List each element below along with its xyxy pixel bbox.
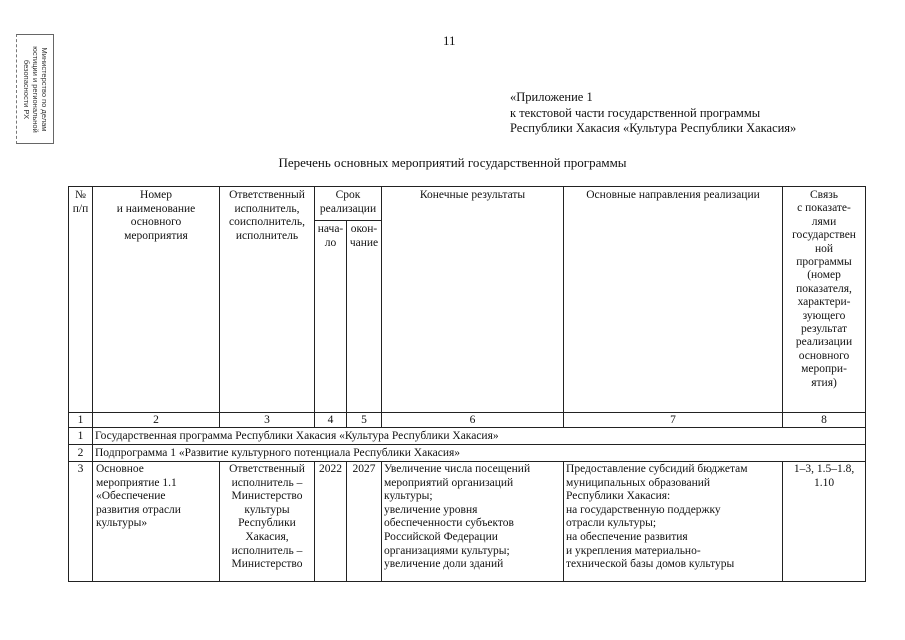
subprogram-title: Подпрограмма 1 «Развитие культурного потенциала Республики Хакасия»: [93, 445, 866, 462]
row-number: 3: [69, 462, 93, 582]
header-line: Ответственный: [229, 189, 305, 201]
header-line: Номер: [140, 189, 172, 201]
cell-line: Основное: [96, 463, 144, 475]
header-line: окон-: [350, 223, 378, 235]
cell-line: на государственную поддержку: [566, 503, 721, 516]
directions-cell: [564, 462, 783, 582]
cell-line: Хакасия,: [245, 530, 289, 543]
header-line: реализации: [319, 202, 377, 215]
row-number: 2: [69, 445, 93, 462]
header-line: лями: [811, 215, 837, 228]
end-year: 2027: [347, 462, 382, 582]
header-line: с показате-: [797, 202, 851, 215]
cell-line: на обеспечение развития: [566, 530, 688, 543]
indicator-link-cell: [783, 462, 866, 582]
header-line: нача-: [317, 223, 344, 235]
cell-line: Министерство: [231, 490, 303, 503]
header-line: соисполнитель,: [229, 216, 305, 229]
row-number: 1: [69, 428, 93, 445]
cell-line: и укрепления материально-: [566, 544, 701, 557]
column-number: 1: [69, 413, 93, 428]
column-number: 4: [315, 413, 347, 428]
header-line: (номер: [807, 269, 841, 282]
header-line: Связь: [810, 189, 839, 201]
column-number: 8: [783, 413, 866, 428]
header-line: Основные направления реализации: [586, 189, 760, 201]
cell-line: мероприятий организаций: [384, 476, 514, 489]
registration-stamp: [16, 34, 54, 144]
page-number: 11: [443, 33, 456, 48]
cell-line: муниципальных образований: [566, 476, 711, 489]
program-title: Государственная программа Республики Хакасия «Культура Республики Хакасия»: [93, 428, 866, 445]
header-end: [347, 221, 382, 413]
stamp-line: юстиции и региональной: [30, 45, 40, 133]
cell-line: увеличение уровня: [384, 503, 478, 516]
header-executor: [220, 187, 315, 413]
header-line: №: [75, 189, 86, 201]
column-number-row: [69, 413, 866, 428]
header-line: результат: [800, 323, 848, 336]
registration-stamp-text: [22, 46, 49, 133]
header-line: реализации: [795, 336, 853, 349]
cell-line: Увеличение числа посещений: [384, 463, 531, 475]
header-row: [69, 187, 866, 221]
header-line: характери-: [797, 296, 851, 309]
header-line: государствен: [792, 229, 856, 242]
cell-line: Ответственный: [229, 463, 305, 475]
cell-line: развития отрасли: [96, 503, 181, 516]
stamp-line: безопасности РХ: [21, 59, 31, 119]
cell-line: увеличение доли зданий: [384, 558, 504, 571]
header-link: [783, 187, 866, 413]
header-line: п/п: [72, 202, 89, 215]
cell-line: Республики Хакасия:: [566, 490, 671, 503]
event-name-cell: [93, 462, 220, 582]
executor-cell: [220, 462, 315, 582]
document-title: Перечень основных мероприятий государственной программы: [278, 155, 627, 170]
header-line: программы: [796, 256, 852, 269]
header-line: Конечные результаты: [419, 189, 526, 201]
header-line: мероприятия: [124, 229, 188, 242]
column-number: 7: [564, 413, 783, 428]
header-line: и наименование: [116, 202, 196, 215]
column-number: 5: [347, 413, 382, 428]
header-line: основного: [130, 216, 182, 229]
start-year: 2022: [315, 462, 347, 582]
header-line: исполнитель,: [234, 202, 300, 215]
cell-line: технической базы домов культуры: [566, 558, 735, 571]
header-line: ло: [324, 236, 337, 249]
stamp-line: Министерство по делам: [39, 47, 49, 131]
cell-line: обеспеченности субъектов: [384, 517, 514, 530]
header-line: показателя,: [796, 282, 852, 295]
column-number: 3: [220, 413, 315, 428]
column-number: 2: [93, 413, 220, 428]
header-start: [315, 221, 347, 413]
appendix-line: к текстовой части государственной программы: [510, 105, 761, 120]
header-line: чание: [349, 236, 379, 249]
cell-line: культуры: [244, 503, 290, 516]
cell-line: исполнитель –: [231, 476, 303, 489]
header-term: [315, 187, 382, 221]
header-line: ятия): [811, 376, 837, 389]
header-name: [93, 187, 220, 413]
cell-line: 1–3, 1.5–1.8,: [793, 463, 855, 475]
column-number: 6: [382, 413, 564, 428]
cell-line: культуры»: [96, 517, 148, 530]
cell-line: «Обеспечение: [96, 490, 166, 503]
cell-line: Российской Федерации: [384, 530, 498, 543]
cell-line: организациями культуры;: [384, 544, 510, 557]
header-line: меропри-: [801, 363, 847, 376]
header-line: основного: [798, 349, 850, 362]
table-row: [69, 445, 866, 462]
header-line: зующего: [802, 309, 846, 322]
cell-line: исполнитель –: [231, 544, 303, 557]
cell-line: отрасли культуры;: [566, 517, 657, 530]
appendix-line: Республики Хакасия «Культура Республики Хакасия»: [510, 121, 797, 135]
cell-line: мероприятие 1.1: [96, 476, 177, 489]
cell-line: Министерство: [231, 558, 303, 571]
header-line: исполнитель: [235, 229, 299, 242]
table-row: [69, 428, 866, 445]
appendix-header: [510, 90, 796, 137]
cell-line: 1.10: [813, 476, 835, 489]
header-results: [382, 187, 564, 413]
appendix-line: «Приложение 1: [510, 90, 593, 104]
results-cell: [382, 462, 564, 582]
table-row: [69, 462, 866, 582]
header-num: [69, 187, 93, 413]
header-line: ной: [814, 242, 834, 255]
cell-line: Предоставление субсидий бюджетам: [566, 463, 748, 475]
cell-line: Республики: [238, 517, 296, 530]
header-directions: [564, 187, 783, 413]
header-line: Срок: [335, 189, 361, 201]
events-table: [68, 186, 866, 582]
cell-line: культуры;: [384, 490, 433, 503]
